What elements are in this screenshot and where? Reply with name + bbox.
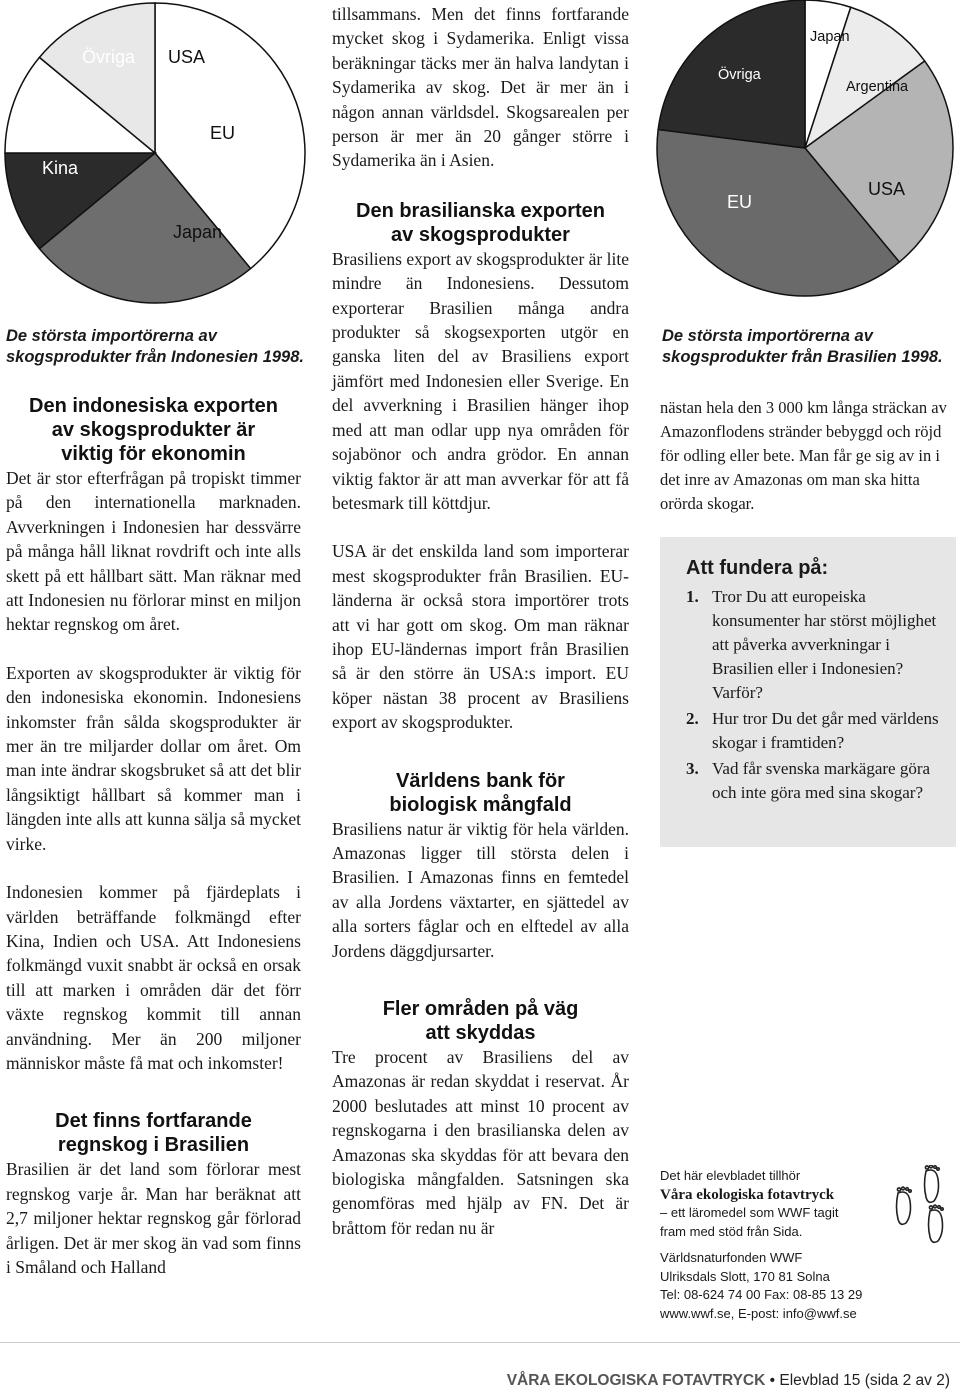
footprints-icon (890, 1165, 954, 1245)
credit-line-1: Det här elevbladet tillhör (660, 1168, 801, 1183)
pie-label-ovriga: Övriga (718, 67, 761, 83)
brasilien-pie-slices (657, 0, 953, 296)
middle-paragraph-1: Brasiliens export av skogsprodukter är lite mindre än Indonesiens. Dessutom exporterar Brasilien många andra produkter så skogsexporten utgör en ganska liten del av Brasiliens export jämfört med Indonesien eller Sverige. En del avverkning i Brasilien hänger ihop med att man odlar upp nya områden för sojabönor och andra grödor. En annan viktig faktor är att man avverkar för att få betesmark till köttdjur. (332, 248, 629, 513)
right-column (660, 396, 956, 516)
pie-label-eu: EU (210, 123, 236, 143)
question-text: Hur tror Du det går med världens skogar i framtiden? (712, 709, 939, 752)
footer-page-info: Elevblad 15 (sida 2 av 2) (779, 1372, 950, 1389)
heading-brasilianska-exporten: Den brasilianska exporten av skogsprodukter (356, 199, 605, 246)
left-paragraph-4: Brasilien är det land som förlorar mest regnskog varje år. Man har beräknat att 2,7 miljoner hektar regnskog går förlorad årligen. Det är mer skog än vad som finns i Småland och Halland (6, 1159, 301, 1277)
indonesia-pie-slices (5, 3, 305, 303)
middle-paragraph-2: USA är det enskilda land som importerar mest skogsprodukter från Brasilien. EU-länderna är också stora importörer trots att vi har gott om skog. Om man räknar ihop EU-ländernas import från Brasilien så är den större än USA:s import. EU köper nästan 38 procent av Brasiliens export av skogsprodukter. (332, 541, 629, 733)
discussion-box-title: Att fundera på: (686, 557, 829, 579)
left-paragraph-3: Indonesien kommer på fjärdeplats i världen beträffande folkmängd efter Kina, Indien och USA. Att Indonesiens folkmängd vuxit snabbt är också en orsak till att marken i områden där det förr växte regnskog kommit till annan användning. Mer än 200 miljoner människor måste få mat och inkomster! (6, 882, 301, 1073)
question-3 (686, 757, 946, 805)
middle-paragraph-0: tillsammans. Men det finns fortfarande mycket skog i Sydamerika. Enligt vissa beräkningar täcks mer än halva landytan i Sydamerika av skog. Det är mer än i någon annan världsdel. Skogsarealen per person är mer än 20 gånger större i Sydamerika än i Asien. (332, 4, 629, 171)
credit-line-2: Våra ekologiska fotavtryck (660, 1186, 835, 1203)
indonesia-chart-caption: De största importörerna av skogsprodukter från Indonesien 1998. (6, 327, 304, 366)
question-number: 3. (686, 759, 699, 778)
pie-label-japan: Japan (810, 29, 850, 45)
pie-label-argentina: Argentina (846, 79, 909, 95)
heading-varldens-bank: Världens bank för biologisk mångfald (389, 769, 572, 816)
brasilien-pie-chart (650, 0, 960, 320)
left-column (6, 394, 301, 1279)
question-1 (686, 585, 946, 705)
credit-line-6: Ulriksdals Slott, 170 81 Solna (660, 1268, 830, 1284)
credit-line-3: – ett läromedel som WWF tagit (660, 1205, 839, 1220)
pie-label-usa: USA (868, 179, 906, 199)
left-paragraph-1: Det är stor efterfrågan på tropiskt timmer på den internationella marknaden. Avverkningen i Indonesien har dessvärre på många håll liknat rovdrift och inte alls skett på ett hållbart sätt. Man räknar med att Indonesien nu förlorar minst en miljon hektar regnskog om året. (6, 468, 301, 635)
brasilien-chart-caption: De största importörerna av skogsprodukter från Brasilien 1998. (662, 327, 943, 366)
footer-divider (0, 1342, 960, 1343)
page-footer (507, 1372, 950, 1390)
indonesia-pie-chart (0, 0, 310, 320)
heading-regnskog-brasilien: Det finns fortfarande regnskog i Brasilien (55, 1110, 252, 1157)
question-number: 2. (686, 709, 699, 728)
heading-fler-omraden: Fler områden på väg att skyddas (382, 998, 579, 1044)
left-paragraph-2: Exporten av skogsprodukter är viktig för den indonesiska ekonomin. Indonesiens inkomster från sålda skogsprodukter är mer än tre miljarder dollar om året. Om man inte ändrar skogsbruket så att det blir långsiktigt hållbart så kommer man i längden inte alls att kunna sälja så mycket virke. (6, 662, 301, 854)
credit-block (660, 1167, 862, 1323)
question-text: Tror Du att europeiska konsumenter har störst möjlighet att påverka avverkningar i Brasilien eller i Indonesien? Varför? (712, 587, 937, 702)
middle-paragraph-3: Brasiliens natur är viktig för hela världen. Amazonas ligger till största delen i Brasilien. I Amazonas finns en femtedel av alla Jordens växtarter, en sjättedel av alla sorters fåglar och en elftedel av alla Jordens däggdjursarter. (332, 818, 629, 961)
middle-column (332, 2, 629, 1240)
pie-label-usa: USA (168, 47, 206, 67)
pie-label-ovriga: Övriga (82, 47, 136, 67)
pie-label-eu: EU (727, 192, 753, 212)
credit-line-5: Världsnaturfonden WWF (660, 1250, 803, 1265)
footer-series-title: VÅRA EKOLOGISKA FOTAVTRYCK (506, 1372, 766, 1389)
question-2 (686, 707, 946, 755)
right-paragraph-1: nästan hela den 3 000 km långa sträckan av Amazonflodens stränder bebyggd och röjd för odling eller bete. Man får ge sig av in i det inre av Amazonas om man ska hitta orörda skogar. (660, 398, 947, 513)
heading-indonesiska-exporten: Den indonesiska exporten av skogsprodukter är viktig för ekonomin (29, 395, 278, 465)
question-number: 1. (686, 587, 699, 606)
credit-line-8: www.wwf.se, E-post: info@wwf.se (660, 1305, 857, 1321)
credit-line-7: Tel: 08-624 74 00 Fax: 08-85 13 29 (660, 1287, 863, 1302)
middle-paragraph-4: Tre procent av Brasiliens del av Amazonas är redan skyddat i reservat. År 2000 beslutades att minst 10 procent av regnskogarna i den brasilianska delen av Amazonas ska skyddas för att bevara den biologiska mångfalden. Satsningen ska genomföras med hjälp av FN. Det är bråttom för redan nu är (332, 1047, 629, 1238)
footer-bullet: • (769, 1372, 776, 1389)
discussion-box (660, 537, 956, 847)
credit-line-4: fram med stöd från Sida. (660, 1223, 803, 1239)
question-text: Vad får svenska markägare göra och inte göra med sina skogar? (712, 759, 931, 802)
pie-label-kina: Kina (42, 158, 79, 178)
pie-label-japan: Japan (173, 222, 223, 242)
